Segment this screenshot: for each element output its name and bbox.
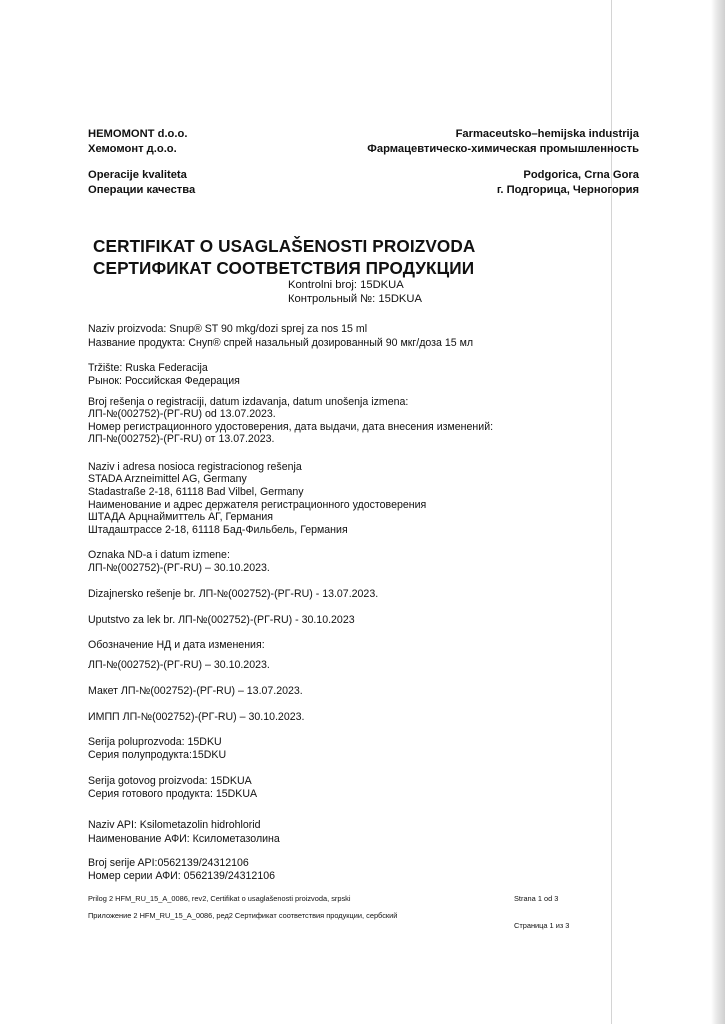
api-name-latin: Naziv API: Ksilometazolin hidrohlorid [88,819,261,831]
registration-label-latin: Broj rešenja o registraciji, datum izdavanja, datum unošenja izmena: [88,396,409,408]
footer-document-cyrillic: Приложение 2 HFM_RU_15_A_0086, ред2 Сертификат соответствия продукции, сербский [88,911,398,920]
nd-label-cyrillic: Обозначение НД и дата изменения: [88,639,265,651]
holder-address-latin: Stadastraße 2-18, 61118 Bad Vilbel, Germany [88,486,304,498]
footer-page-cyrillic: Страница 1 из 3 [514,921,570,930]
document-title-cyrillic: СЕРТИФИКАТ СООТВЕТСТВИЯ ПРОДУКЦИИ [93,258,475,278]
api-name-cyrillic: Наименование АФИ: Ксилометазолина [88,833,280,845]
holder-address-cyrillic: Штадаштрассе 2-18, 61118 Бад-Фильбель, Германия [88,524,348,536]
industry-latin: Farmaceutsko–hemijska industrija [455,128,639,140]
semi-product-batch-cyrillic: Серия полупродукта:15DKU [88,749,227,761]
nd-value-cyrillic: ЛП-№(002752)-(РГ-RU) – 30.10.2023. [88,659,270,671]
holder-name-latin: STADA Arzneimittel AG, Germany [88,473,247,485]
industry-cyrillic: Фармацевтическо-химическая промышленность [367,143,639,155]
footer-document-latin: Prilog 2 HFM_RU_15_A_0086, rev2, Certifikat o usaglašenosti proizvoda, srpski [88,894,351,903]
registration-value-cyrillic: ЛП-№(002752)-(РГ-RU) от 13.07.2023. [88,433,275,445]
product-name-latin: Naziv proizvoda: Snup® ST 90 mkg/dozi sprej za nos 15 ml [88,323,368,335]
finished-product-batch-cyrillic: Серия готового продукта: 15DKUA [88,788,258,800]
api-batch-cyrillic: Номер серии АФИ: 0562139/24312106 [88,870,275,882]
semi-product-batch-latin: Serija poluprozvoda: 15DKU [88,736,222,748]
department-latin: Operacije kvaliteta [88,169,187,181]
company-name-latin: HEMOMONT d.o.o. [88,128,188,140]
holder-label-latin: Naziv i adresa nosioca registracionog rešenja [88,461,302,473]
holder-label-cyrillic: Наименование и адрес держателя регистрационного удостоверения [88,499,427,511]
market-cyrillic: Рынок: Российская Федерация [88,375,240,387]
registration-label-cyrillic: Номер регистрационного удостоверения, дата выдачи, дата внесения изменений: [88,421,494,433]
control-number-latin: Kontrolni broj: 15DKUA [288,279,404,291]
maket-cyrillic: Макет ЛП-№(002752)-(РГ-RU) – 13.07.2023. [88,685,303,697]
product-name-cyrillic: Название продукта: Снуп® спрей назальный дозированный 90 мкг/доза 15 мл [88,337,474,349]
leaflet-latin: Uputstvo za lek br. ЛП-№(002752)-(РГ-RU) - 30.10.2023 [88,614,355,626]
company-name-cyrillic: Хемомонт д.о.о. [88,143,177,155]
impp-cyrillic: ИМПП ЛП-№(002752)-(РГ-RU) – 30.10.2023. [88,711,305,723]
market-latin: Tržište: Ruska Federacija [88,362,208,374]
registration-value-latin: ЛП-№(002752)-(РГ-RU) od 13.07.2023. [88,408,276,420]
city-latin: Podgorica, Crna Gora [523,169,639,181]
document-title-latin: CERTIFIKAT O USAGLAŠENOSTI PROIZVODA [93,236,476,256]
department-cyrillic: Операции качества [88,184,196,196]
nd-value-latin: ЛП-№(002752)-(РГ-RU) – 30.10.2023. [88,562,270,574]
city-cyrillic: г. Подгорица, Черногория [496,184,639,196]
finished-product-batch-latin: Serija gotovog proizvoda: 15DKUA [88,775,252,787]
control-number-cyrillic: Контрольный №: 15DKUA [288,293,422,305]
footer-page-latin: Strana 1 od 3 [514,894,559,903]
design-solution-latin: Dizajnersko rešenje br. ЛП-№(002752)-(РГ-RU) - 13.07.2023. [88,588,379,600]
api-batch-latin: Broj serije API:0562139/24312106 [88,857,249,869]
scan-edge-shadow [711,0,725,1024]
nd-label-latin: Oznaka ND-a i datum izmene: [88,549,230,561]
holder-name-cyrillic: ШТАДА Арцнаймиттель АГ, Германия [88,511,273,523]
